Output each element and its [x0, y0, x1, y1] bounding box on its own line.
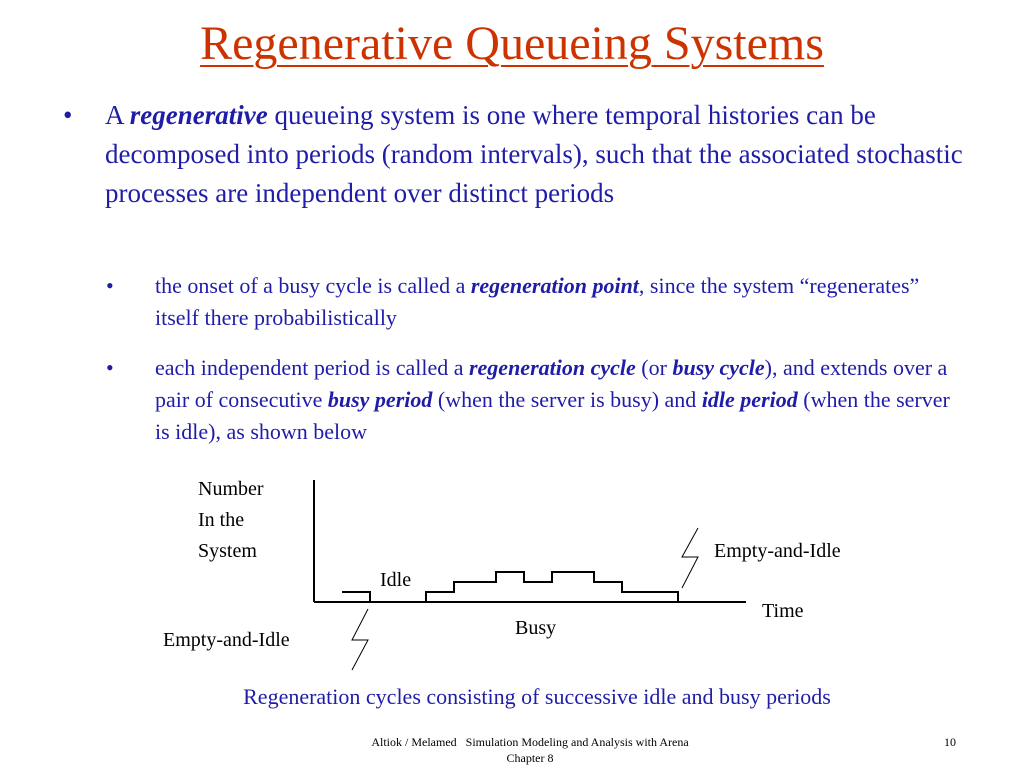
diagram-caption: Regeneration cycles consisting of successive idle and busy periods: [243, 684, 831, 709]
main-bullet-pre: A: [105, 100, 130, 130]
term-regeneration-point: regeneration point: [470, 273, 639, 298]
page-number: 10: [944, 735, 956, 749]
main-bullet-post: queueing system is one where temporal histories can be decomposed into periods (random intervals), such that the associated stochastic processes are independent over distinct periods: [105, 100, 963, 208]
x-axis-label: Time: [762, 600, 804, 622]
bullet-marker: •: [106, 355, 114, 380]
main-bullet-text: [105, 96, 965, 213]
term-busy-cycle: busy cycle: [672, 355, 765, 380]
sample-path-step-1: [342, 592, 370, 602]
term-idle-period: idle period: [701, 387, 798, 412]
sub-bullet-post: , since the system “regenerates” itself there probabilistically: [155, 273, 920, 330]
sub-bullet-text: [155, 352, 965, 448]
sub-bullet-mid: (when the server is busy) and: [432, 387, 702, 412]
slide-title: Regenerative Queueing Systems: [200, 17, 824, 70]
busy-label: Busy: [515, 617, 557, 639]
sub-bullet-post: (when the server is idle), as shown below: [155, 387, 950, 444]
sub-bullet-pre: the onset of a busy cycle is called a: [155, 273, 471, 298]
sub-bullet-text: [155, 270, 965, 334]
y-axis-label-line1: Number: [198, 478, 264, 500]
sample-path-step-2: [426, 572, 678, 602]
term-regeneration-cycle: regeneration cycle: [468, 355, 636, 380]
empty-idle-label-left: Empty-and-Idle: [163, 629, 290, 651]
term-busy-period: busy period: [327, 387, 433, 412]
empty-idle-label-right: Empty-and-Idle: [714, 540, 841, 562]
y-axis-label-line2: In the: [198, 509, 245, 531]
sub-bullet-mid: (or: [635, 355, 673, 380]
footer-source: [330, 734, 730, 766]
bullet-marker: •: [106, 273, 114, 298]
sub-bullet-mid: ), and extends over a pair of consecutive: [155, 355, 948, 412]
y-axis-label-line3: System: [198, 540, 257, 562]
footer-source-line2: Chapter 8: [506, 751, 554, 765]
footer-source-line1: Altiok / Melamed Simulation Modeling and Analysis with Arena: [371, 735, 689, 749]
idle-label: Idle: [380, 569, 412, 591]
term-regenerative: regenerative: [129, 100, 268, 130]
bullet-marker: •: [63, 100, 73, 130]
pointer-right: [682, 528, 698, 588]
pointer-left: [352, 609, 368, 670]
sub-bullet-pre: each independent period is called a: [155, 355, 469, 380]
